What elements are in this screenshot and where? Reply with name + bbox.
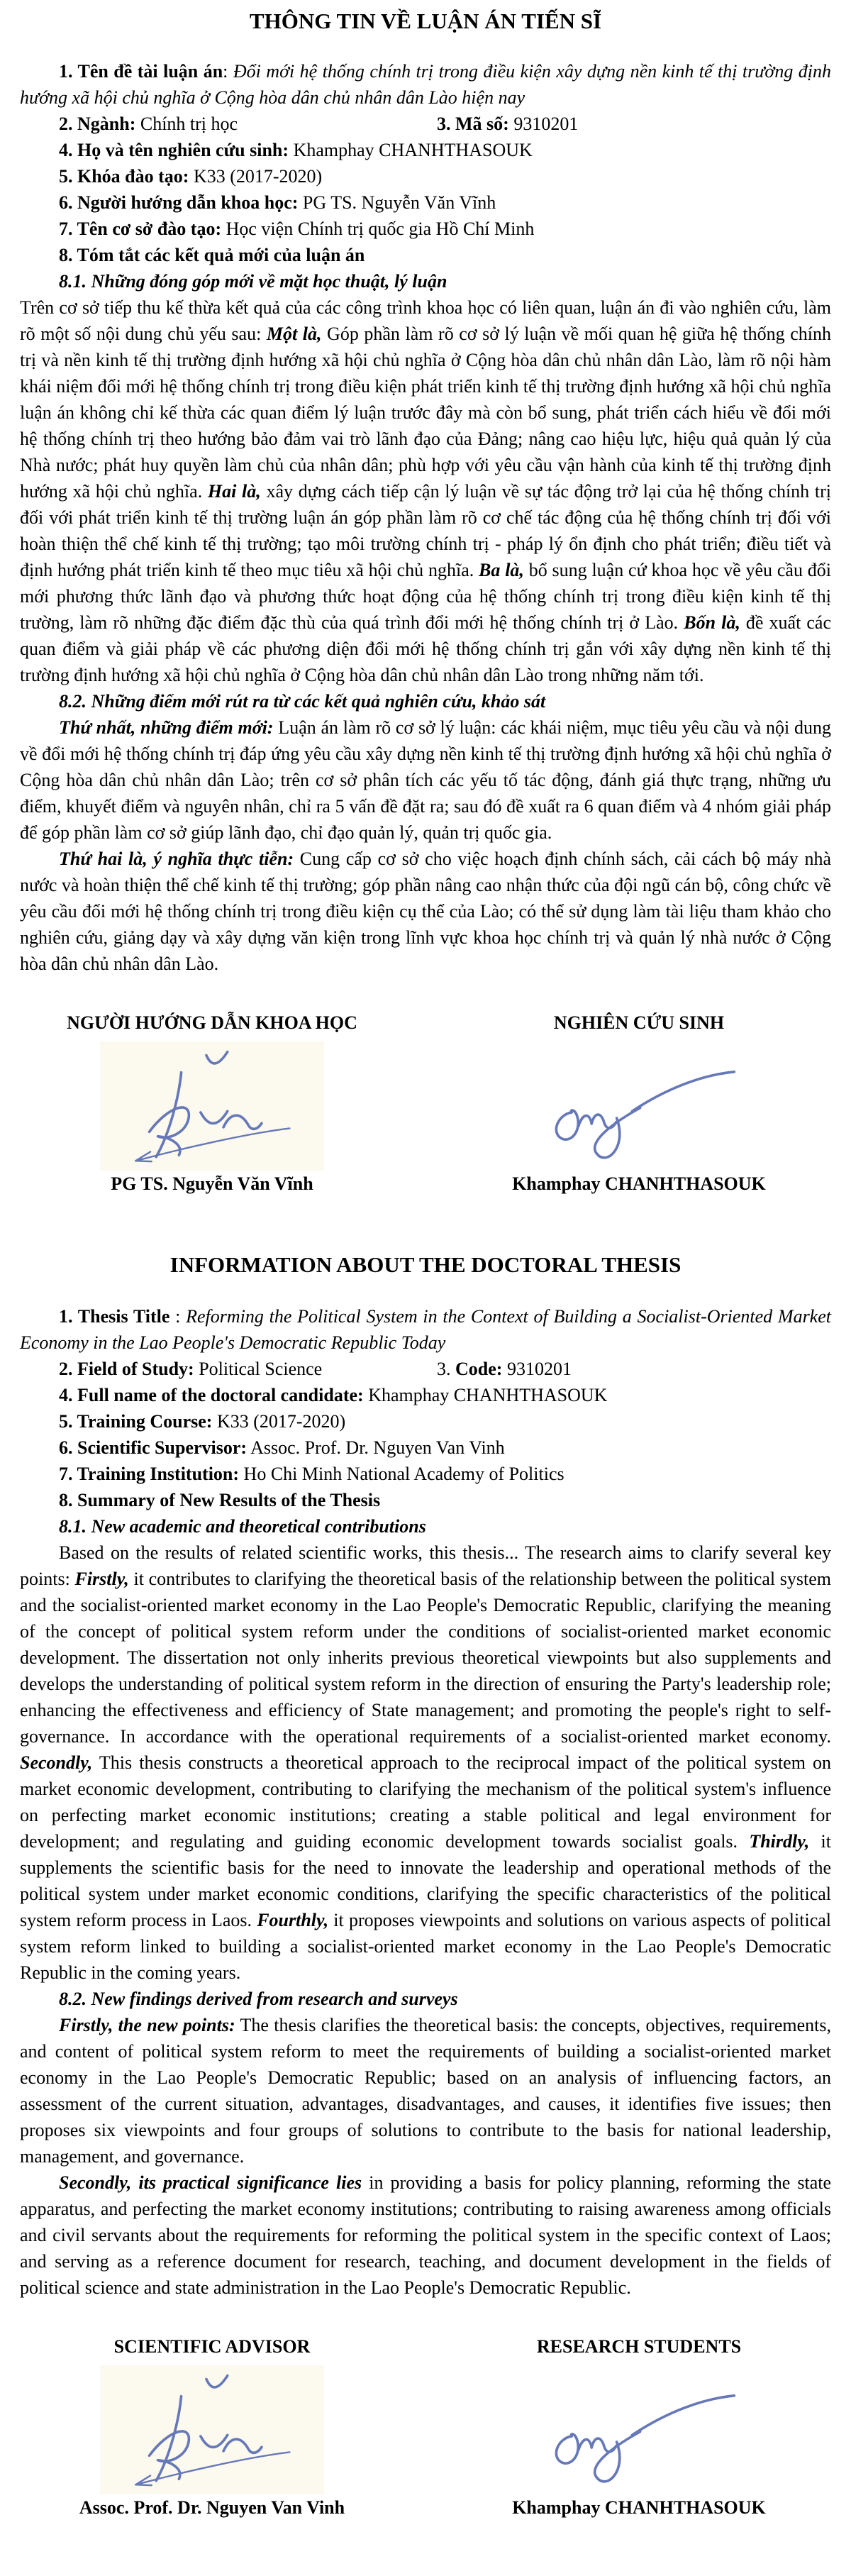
student-signature-en: [508, 2365, 770, 2492]
thesis-title-item-en: 1. Thesis Title : Reforming the Political System in the Context of Building a Socialist-Oriented Market Economy in the Lao People's Democratic Republic Today: [20, 1306, 831, 1353]
field-of-study-en: 2. Field of Study: Political Science: [59, 1359, 323, 1379]
code-en: 3. Code: 9310201: [437, 1359, 572, 1379]
code-vi: 3. Mã số: 9310201: [437, 114, 579, 134]
student-name-en: Khamphay CHANHTHASOUK: [512, 2497, 766, 2518]
section-8-2-paragraph-first-en: Firstly, the new points: The thesis clarifies the theoretical basis: the concepts, objectives, requirements, and content of political system reform to meet the requirements of building a socialist-oriented market economy in the Lao People's Democratic Republic; based on an analysis of influencing factors, an assessment of the current situation, advantages, disadvantages, and causes, it identifies five issues; then proposes six viewpoints and four groups of solutions to contribute to the basis for national leadership, management, and governance.: [20, 2015, 831, 2167]
advisor-column-en: [20, 2333, 404, 2521]
signature-block-en: [20, 2333, 831, 2521]
supervisor-line-vi: 6. Người hướng dẫn khoa học: PG TS. Nguyễn Văn Vĩnh: [59, 192, 496, 213]
document-title-vi: THÔNG TIN VỀ LUẬN ÁN TIẾN SĨ: [249, 9, 602, 33]
advisor-signature-image: [95, 1039, 329, 1171]
student-name-vi: Khamphay CHANHTHASOUK: [512, 1173, 766, 1194]
section-8-2-paragraph-second-vi: Thứ hai là, ý nghĩa thực tiễn: Cung cấp cơ sở cho việc hoạch định chính sách, cải cách bộ máy nhà nước và hoàn thiện thể chế kinh tế thị trường; góp phần nâng cao nhận thức của đội ngũ cán bộ, công chức về yêu cầu đổi mới hệ thống chính trị trong điều kiện cụ thể của Lào; có thể sử dụng làm tài liệu tham khảo cho nghiên cứu, giảng dạy và xây dựng văn kiện trong lĩnh vực khoa học chính trị và quản lý nhà nước ở Cộng hòa dân chủ nhân dân Lào.: [20, 848, 831, 974]
thesis-title-item-vi: 1. Tên đề tài luận án: Đổi mới hệ thống chính trị trong điều kiện xây dựng nền kinh tế thị trường định hướng xã hội chủ nghĩa ở Cộng hòa dân chủ nhân dân Lào hiện nay: [20, 61, 831, 108]
student-signature-vi: [508, 1041, 770, 1168]
advisor-name-vi: PG TS. Nguyễn Văn Vĩnh: [111, 1173, 313, 1194]
student-column-en: [404, 2333, 831, 2521]
signature-block-vi: [20, 1010, 831, 1197]
institution-line-vi: 7. Tên cơ sở đào tạo: Học viện Chính trị quốc gia Hồ Chí Minh: [59, 219, 535, 239]
section-8-1-heading-en: 8.1. New academic and theoretical contributions: [59, 1516, 426, 1537]
section-8-1-body-vi: Trên cơ sở tiếp thu kế thừa kết quả của các công trình khoa học có liên quan, luận án đi vào nghiên cứu, làm rõ một số nội dung chủ yếu sau: Một là, Góp phần làm rõ cơ sở lý luận về mối quan hệ giữa hệ thống chính trị và nền kinh tế thị trường định hướng xã hội chủ nghĩa ở Cộng hòa dân chủ nhân dân Lào, làm rõ nội hàm khái niệm đổi mới hệ thống chính trị trong điều kiện phát triển kinh tế thị trường định hướng xã hội chủ nghĩa luận án không chỉ kế thừa các quan điểm lý luận trước đây mà còn bổ sung, phát triển cách hiểu về đổi mới hệ thống chính trị theo hướng bảo đảm vai trò lãnh đạo của Đảng; nâng cao hiệu lực, hiệu quả quản lý của Nhà nước; phát huy quyền làm chủ của nhân dân; phù hợp với yêu cầu vận hành của kinh tế thị trường định hướng xã hội chủ nghĩa. Hai là, xây dựng cách tiếp cận lý luận về sự tác động trở lại của hệ thống chính trị đối với phát triển kinh tế thị trường luận án góp phần làm rõ cơ chế tác động của hệ thống chính trị đối với hoàn thiện thể chế kinh tế thị trường; tạo môi trường chính trị - pháp lý ổn định cho phát triển; điều tiết và định hướng phát triển kinh tế theo mục tiêu xã hội chủ nghĩa. Ba là, bổ sung luận cứ khoa học về yêu cầu đổi mới phương thức lãnh đạo và phương thức hoạt động của hệ thống chính trị trong điều kiện kinh tế thị trường, làm rõ những đặc điểm đặc thù của quá trình đổi mới hệ thống chính trị ở Lào. Bốn là, đề xuất các quan điểm và giải pháp về các phương diện đổi mới hệ thống chính trị gắn với xây dựng nền kinh tế thị trường định hướng xã hội chủ nghĩa ở Cộng hòa dân chủ nhân dân Lào trong những năm tới.: [20, 297, 831, 685]
advisor-signature-vi: [95, 1041, 329, 1168]
student-signature-image: [508, 2363, 770, 2494]
advisor-heading-vi: NGƯỜI HƯỚNG DẪN KHOA HỌC: [67, 1012, 357, 1033]
student-column-vi: [404, 1010, 831, 1197]
document-title-en: INFORMATION ABOUT THE DOCTORAL THESIS: [169, 1252, 682, 1277]
student-heading-vi: NGHIÊN CỨU SINH: [553, 1012, 725, 1033]
section-8-2-paragraph-first-vi: Thứ nhất, những điểm mới: Luận án làm rõ cơ sở lý luận: các khái niệm, mục tiêu yêu cầu và nội dung về đổi mới hệ thống chính trị đáp ứng yêu cầu xây dựng nền kinh tế thị trường định hướng xã hội chủ nghĩa ở Cộng hòa dân chủ nhân dân Lào; trên cơ sở phân tích các yếu tố tác động, đánh giá thực trạng, những ưu điểm, khuyết điểm và nguyên nhân, chỉ ra 5 vấn đề đặt ra; sau đó đề xuất ra 6 quan điểm và 4 nhóm giải pháp để góp phần làm cơ sở giúp lãnh đạo, chỉ đạo quản lý, quản trị quốc gia.: [20, 717, 831, 843]
student-signature-image: [508, 1039, 770, 1171]
section-8-2-heading-vi: 8.2. Những điểm mới rút ra từ các kết quả nghiên cứu, khảo sát: [59, 691, 546, 712]
field-and-code-row-vi: [20, 111, 831, 137]
training-course-line-vi: 5. Khóa đào tạo: K33 (2017-2020): [59, 166, 323, 187]
section-8-2-paragraph-second-en: Secondly, its practical significance lies in providing a basis for policy planning, reforming the state apparatus, and perfecting the market economy institutions; contributing to raising awareness among officials and civil servants about the requirements for reforming the political system in the specific context of Laos; and serving as a reference document for research, teaching, and document development in the fields of political science and state administration in the Lao People's Democratic Republic.: [20, 2172, 832, 2298]
advisor-column-vi: [20, 1010, 404, 1197]
vietnamese-section: [20, 6, 831, 1197]
advisor-signature-image: [95, 2363, 329, 2494]
advisor-name-en: Assoc. Prof. Dr. Nguyen Van Vinh: [79, 2497, 345, 2518]
supervisor-line-en: 6. Scientific Supervisor: Assoc. Prof. Dr. Nguyen Van Vinh: [59, 1437, 505, 1458]
candidate-name-line-vi: 4. Họ và tên nghiên cứu sinh: Khamphay CHANHTHASOUK: [59, 140, 533, 160]
summary-heading-vi: 8. Tóm tắt các kết quả mới của luận án: [59, 245, 365, 265]
advisor-heading-en: SCIENTIFIC ADVISOR: [113, 2336, 311, 2357]
institution-line-en: 7. Training Institution: Ho Chi Minh National Academy of Politics: [59, 1464, 564, 1484]
summary-heading-en: 8. Summary of New Results of the Thesis: [59, 1490, 381, 1510]
candidate-name-line-en: 4. Full name of the doctoral candidate: Khamphay CHANHTHASOUK: [59, 1385, 608, 1405]
section-8-1-heading-vi: 8.1. Những đóng góp mới về mặt học thuật, lý luận: [59, 271, 447, 292]
english-section: [20, 1249, 831, 2521]
section-8-1-body-en: Based on the results of related scientific works, this thesis... The research aims to clarify several key points: Firstly, it contributes to clarifying the theoretical basis of the relationship between the political system and the socialist-oriented market economy in the Lao People's Democratic Republic, clarifying the meaning of the concept of political system reform under the conditions of socialist-oriented market economic development. The dissertation not only inherits previous theoretical viewpoints but also supplements and develops the understanding of political system reform in the direction of ensuring the Party's leadership role; enhancing the effectiveness and efficiency of State management; and promoting the people's right to self-governance. In accordance with the operational requirements of a socialist-oriented market economy. Secondly, This thesis constructs a theoretical approach to the reciprocal impact of the political system on market economic development, contributing to clarifying the mechanism of the political system's influence on perfecting market economic institutions; creating a stable political and legal environment for development; and regulating and guiding economic development towards socialist goals. Thirdly, it supplements the scientific basis for the need to innovate the leadership and operational methods of the political system under market economic conditions, clarifying the specific characteristics of the political system reform process in Laos. Fourthly, it proposes viewpoints and solutions on various aspects of political system reform linked to building a socialist-oriented market economy in the Lao People's Democratic Republic in the coming years.: [20, 1542, 832, 1983]
section-8-2-heading-en: 8.2. New findings derived from research and surveys: [59, 1989, 458, 2009]
training-course-line-en: 5. Training Course: K33 (2017-2020): [59, 1411, 346, 1432]
student-heading-en: RESEARCH STUDENTS: [536, 2336, 742, 2357]
advisor-signature-en: [95, 2365, 329, 2492]
field-and-code-row-en: [20, 1356, 831, 1382]
field-of-study-vi: 2. Ngành: Chính trị học: [59, 114, 238, 134]
